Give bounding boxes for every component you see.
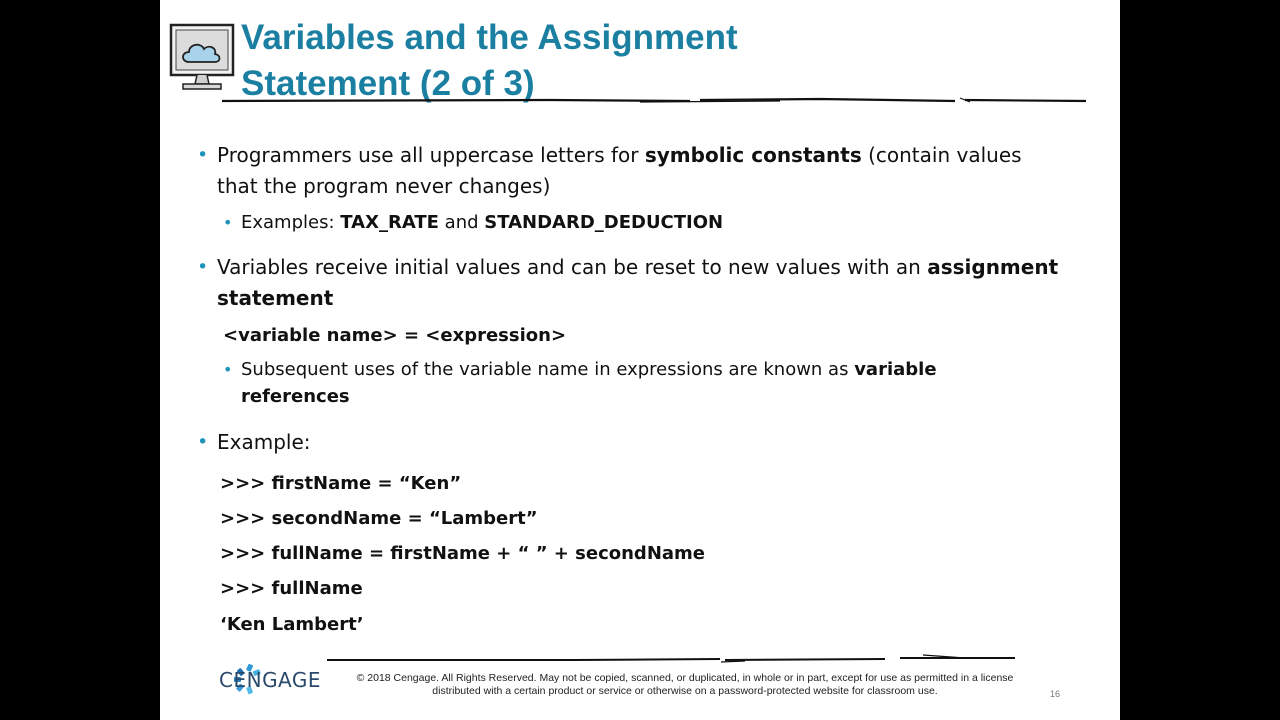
bullet-bold-term: symbolic constants	[644, 143, 862, 167]
bullet-text: and	[438, 212, 485, 233]
bullet-bold-term: STANDARD_DEDUCTION	[484, 212, 724, 233]
bullet-dot: •	[223, 360, 233, 379]
sub-bullet-examples	[223, 209, 1001, 236]
bullet-dot: •	[197, 431, 209, 453]
sub-bullet-variable-references	[223, 356, 1001, 410]
bullet-text: Examples:	[241, 212, 341, 233]
slide-title-line2: Statement (2 of 3)	[241, 64, 535, 103]
bullet-dot: •	[197, 256, 209, 278]
bullet-text: (contain values that the program never changes)	[217, 143, 1022, 198]
bullet-bold-term: variable references	[241, 359, 937, 407]
bullet-dot: •	[223, 213, 233, 232]
bullet-dot: •	[197, 144, 209, 166]
bullet-text: Variables receive initial values and can be reset to new values with an	[217, 255, 928, 279]
bullet-example	[197, 427, 1067, 458]
copyright-line: distributed with a certain product or service or otherwise on a password-protected website for classroom use.	[432, 685, 938, 697]
code-line: >>> firstName = “Ken”	[220, 473, 462, 494]
bullet-bold-term: TAX_RATE	[340, 212, 439, 233]
code-line: >>> fullName = firstName + “ ” + secondName	[220, 543, 705, 564]
bullet-text: Subsequent uses of the variable name in expressions are known as	[241, 359, 855, 380]
slide-content	[160, 0, 1120, 720]
bullet-text: Programmers use all uppercase letters for	[217, 143, 645, 167]
assignment-syntax: <variable name> = <expression>	[223, 325, 567, 346]
cengage-logo-text: CENGAGE	[219, 668, 322, 692]
slide-title-line1: Variables and the Assignment	[241, 18, 738, 57]
bullet-text: Example:	[217, 430, 311, 454]
copyright-line: © 2018 Cengage. All Rights Reserved. May not be copied, scanned, or duplicated, in whole or in part, except for use as permitted in a license	[356, 672, 1014, 684]
code-line: >>> fullName	[220, 578, 363, 599]
slide	[160, 0, 1120, 720]
footer-rule	[325, 652, 1015, 666]
copyright-notice	[340, 672, 1030, 698]
page-number: 16	[1050, 689, 1061, 699]
bullet-assignment	[197, 252, 1067, 314]
bullet-bold-term: assignment statement	[217, 255, 1059, 310]
code-line: >>> secondName = “Lambert”	[220, 508, 538, 529]
bullet-symbolic-constants	[197, 140, 1067, 202]
code-line: ‘Ken Lambert’	[220, 614, 364, 635]
